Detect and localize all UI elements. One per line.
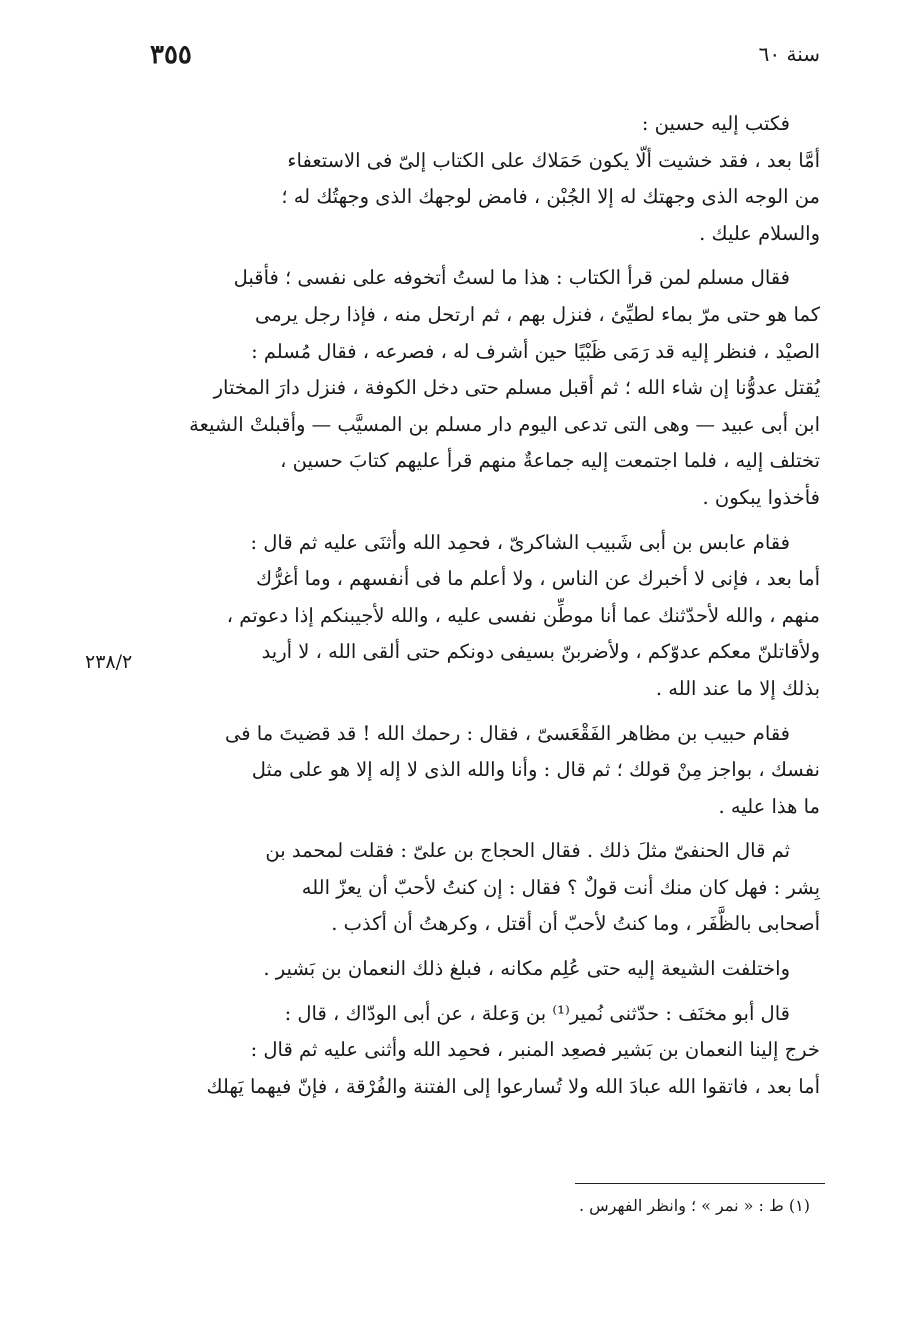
text-line: واختلفت الشيعة إليه حتى عُلِم مكانه ، فبلغ ذلك النعمان بن بَشير . (263, 957, 790, 981)
paragraph (135, 260, 820, 516)
paragraph (135, 106, 820, 252)
text-line: والسلام عليك . (699, 221, 820, 245)
text-line: بذلك إلا ما عند الله . (655, 676, 820, 700)
text-line: ولأقاتلنّ معكم عدوّكم ، ولأضربنّ بسيفى دونكم حتى ألقى الله ، لا أريد (261, 640, 820, 664)
paragraph (135, 951, 820, 988)
text-line: نفسك ، بواجز مِنْ قولك ؛ ثم قال : وأنا والله الذى لا إله إلا هو على مثل (251, 758, 820, 782)
text-line: تختلف إليه ، فلما اجتمعت إليه جماعةٌ منهم قرأ عليهم كتابَ حسين ، (280, 449, 820, 473)
text-line: أما بعد ، فاتقوا الله عبادَ الله ولا تُسارعوا إلى الفتنة والفُرْقة ، فإنّ فيهما يَهلك (206, 1074, 820, 1098)
page-number: ٣٥٥ (150, 40, 192, 70)
text-line: منهم ، والله لأحدّثنك عما أنا موطِّن نفسى عليه ، والله لأجيبنكم إذا دعوتم ، (226, 603, 820, 627)
text-line: الصيْد ، فنظر إليه قد رَمَى ظَبْيًا حين أشرف له ، فصرعه ، فقال مُسلم : (251, 339, 820, 363)
main-text (135, 106, 820, 1113)
text-line: ابن أبى عبيد — وهى التى تدعى اليوم دار مسلم بن المسيَّب — وأقبلتْ الشيعة (189, 412, 820, 436)
text-line: يُقتل عدوُّنا إن شاء الله ؛ ثم أقبل مسلم حتى دخل الكوفة ، فنزل دارَ المختار (213, 376, 820, 400)
paragraph (135, 716, 820, 826)
paragraph (135, 833, 820, 943)
text-line: بِشر : فهل كان منك أنت قولٌ ؟ فقال : إن كنتُ لأحبّ أن يعزّ الله (301, 875, 820, 899)
text-line: خرج إلينا النعمان بن بَشير فصعِد المنبر ، فحمِد الله وأثنى عليه ثم قال : (250, 1038, 820, 1062)
text-line: كما هو حتى مرّ بماء لطيِّئ ، فنزل بهم ، ثم ارتحل منه ، فإذا رجل يرمى (254, 302, 820, 326)
text-line: فأخذوا يبكون . (702, 485, 820, 509)
footnote: (١) ط : « نمر » ؛ وانظر الفهرس . (578, 1196, 810, 1215)
margin-reference: ٢٣٨/٢ (85, 651, 133, 673)
paragraph (135, 996, 820, 1106)
text-line: فقام عابس بن أبى شَبيب الشاكرىّ ، فحمِد الله وأثنَى عليه ثم قال : (250, 530, 790, 554)
text-line: أصحابى بالظَّفَر ، وما كنتُ لأحبّ أن أقتل ، وكرهتُ أن أكذب . (331, 912, 820, 936)
text-line: من الوجه الذى وجهتك له إلا الجُبْن ، فامض لوجهك الذى وجهتُك له ؛ (281, 185, 820, 209)
text-line: فكتب إليه حسين : (641, 112, 790, 135)
text-line: ثم قال الحنفىّ مثلَ ذلك . فقال الحجاج بن علىّ : فقلت لمحمد بن (265, 839, 790, 863)
text-line: قال أبو مخنَف : حدّثنى نُمير⁽¹⁾ بن وَعلة ، عن أبى الودّاك ، قال : (284, 1001, 790, 1025)
footnote-divider (575, 1183, 825, 1184)
paragraph (135, 525, 820, 708)
text-line: أمَّا بعد ، فقد خشيت ألّا يكون حَمَلاك على الكتاب إلىّ فى الاستعفاء (287, 148, 820, 172)
text-line: ما هذا عليه . (718, 794, 820, 818)
text-line: فقال مسلم لمن قرأ الكتاب : هذا ما لستُ أتخوفه على نفسى ؛ فأقبل (233, 266, 790, 290)
text-line: فقام حبيب بن مظاهر الفَقْعَسىّ ، فقال : رحمك الله ! قد قضيتَ ما فى (224, 721, 790, 745)
page-header (150, 40, 820, 76)
text-line: أما بعد ، فإنى لا أخبرك عن الناس ، ولا أعلم ما فى أنفسهم ، وما أغرُّك (256, 567, 820, 591)
running-head: سنة ٦٠ (758, 42, 820, 66)
